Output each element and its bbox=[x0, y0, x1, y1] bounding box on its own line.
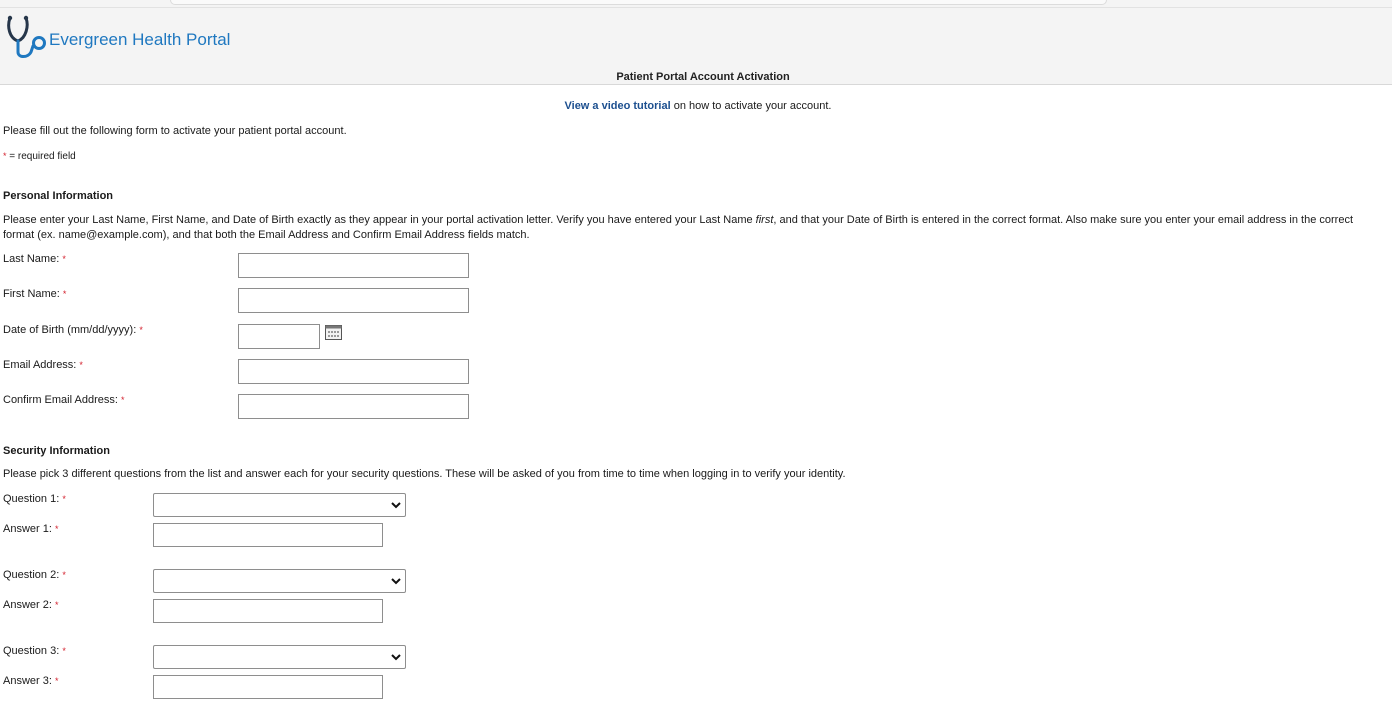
brand-name: Evergreen Health Portal bbox=[49, 30, 231, 49]
personal-info-heading: Personal Information bbox=[3, 190, 114, 202]
email-address-input[interactable] bbox=[238, 359, 469, 384]
question-2-label: Question 2: * bbox=[3, 569, 66, 581]
confirm-email-input[interactable] bbox=[238, 394, 469, 419]
confirm-email-label: Confirm Email Address: * bbox=[3, 394, 125, 406]
question-2-select[interactable] bbox=[153, 569, 406, 593]
form-instruction: Please fill out the following form to activate your patient portal account. bbox=[3, 125, 347, 137]
answer-1-input[interactable] bbox=[153, 523, 383, 547]
security-info-description: Please pick 3 different questions from the list and answer each for your security questions. These will be asked of you from time to time when logging in to verify your identity. bbox=[3, 468, 846, 480]
calendar-icon[interactable] bbox=[325, 325, 342, 340]
answer-3-label: Answer 3: * bbox=[3, 675, 59, 687]
question-1-label: Question 1: * bbox=[3, 493, 66, 505]
date-of-birth-label: Date of Birth (mm/dd/yyyy): * bbox=[3, 324, 143, 336]
question-1-select[interactable] bbox=[153, 493, 406, 517]
header-divider bbox=[0, 7, 1392, 8]
required-legend: * = required field bbox=[3, 151, 76, 162]
answer-3-input[interactable] bbox=[153, 675, 383, 699]
browser-address-strip bbox=[170, 0, 1107, 5]
video-tutorial-suffix: on how to activate your account. bbox=[670, 100, 832, 112]
question-3-label: Question 3: * bbox=[3, 645, 66, 657]
portal-header bbox=[0, 0, 1392, 85]
chevron-down-icon bbox=[390, 650, 402, 664]
stethoscope-icon bbox=[6, 14, 50, 60]
question-3-select[interactable] bbox=[153, 645, 406, 669]
answer-2-label: Answer 2: * bbox=[3, 599, 59, 611]
last-name-input[interactable] bbox=[238, 253, 469, 278]
first-name-label: First Name: * bbox=[3, 288, 67, 300]
required-marker: * bbox=[3, 151, 7, 161]
personal-info-description: Please enter your Last Name, First Name, and Date of Birth exactly as they appear in your portal activation letter. Verify you have entered your Last Name first, and that your Date of Birth is entered in the correct format. Also make sure you enter your email address in the correct format (ex. name@example.com), and that both the Email Address and Confirm Email Address fields match. bbox=[3, 214, 1354, 241]
chevron-down-icon bbox=[390, 574, 402, 588]
last-name-label: Last Name: * bbox=[3, 253, 66, 265]
chevron-down-icon bbox=[390, 498, 402, 512]
answer-2-input[interactable] bbox=[153, 599, 383, 623]
date-of-birth-input[interactable] bbox=[238, 324, 320, 349]
answer-1-label: Answer 1: * bbox=[3, 523, 59, 535]
video-tutorial-line bbox=[0, 100, 1392, 112]
video-tutorial-link[interactable]: View a video tutorial bbox=[564, 100, 671, 112]
first-name-input[interactable] bbox=[238, 288, 469, 313]
security-info-heading: Security Information bbox=[3, 445, 110, 457]
email-address-label: Email Address: * bbox=[3, 359, 83, 371]
page-title: Patient Portal Account Activation bbox=[616, 71, 790, 83]
